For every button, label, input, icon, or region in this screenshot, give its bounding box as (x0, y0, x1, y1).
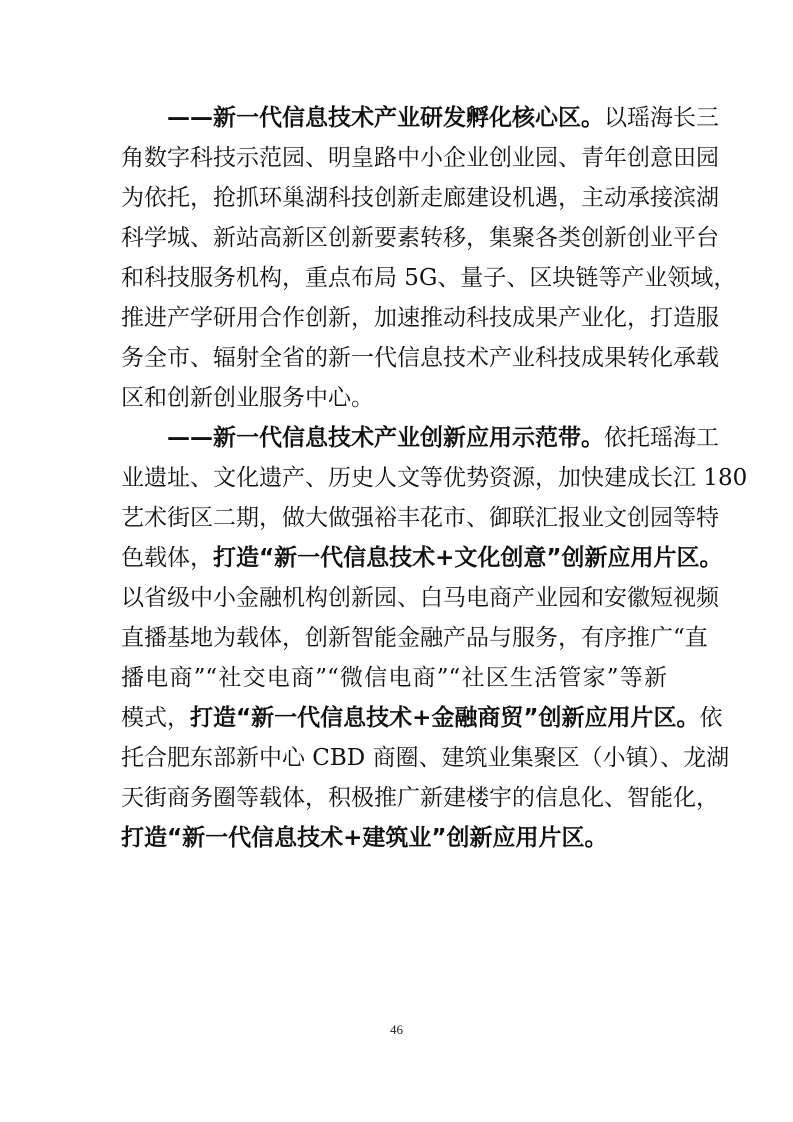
paragraph-1-line-7: 务全市、辐射全省的新一代信息技术产业科技成果转化承载 (121, 345, 719, 371)
paragraph-1-line-1 (167, 98, 719, 138)
paragraph-1-line-6: 推进产学研用合作创新，加速推动科技成果产业化，打造服 (121, 305, 719, 331)
paragraph-2-line-8 (121, 698, 723, 738)
page-number: 46 (390, 1022, 403, 1037)
paragraph-2-text: 依托瑶海工 (604, 425, 719, 451)
paragraph-1-line-4: 科学城、新站高新区创新要素转移，集聚各类创新创业平台 (121, 225, 719, 251)
paragraph-2-line-1 (167, 418, 719, 458)
paragraph-2-line-6: 直播基地为载体，创新智能金融产品与服务，有序推广“直 (121, 625, 708, 651)
paragraph-1-line-8: 区和创新创业服务中心。 (121, 385, 374, 411)
paragraph-2-text: 模式， (121, 705, 190, 731)
paragraph-1-text: 以瑶海长三 (604, 105, 719, 131)
paragraph-1-heading: ——新一代信息技术产业研发孵化核心区。 (167, 105, 604, 131)
paragraph-2-heading: ——新一代信息技术产业创新应用示范带。 (167, 425, 604, 451)
paragraph-2-text: 色载体， (121, 545, 213, 571)
paragraph-2-line-11 (121, 818, 667, 858)
paragraph-2-line-2: 业遗址、文化遗产、历史人文等优势资源，加快建成长江 180 (121, 465, 748, 491)
paragraph-2-line-7: 播电商”“社交电商”“微信电商”“社区生活管家”等新 (121, 665, 667, 691)
paragraph-1-line-5: 和科技服务机构，重点布局 5G、量子、区块链等产业领域， (121, 265, 737, 291)
highlight-construction-zone: 打造“新一代信息技术+建筑业”创新应用片区。 (121, 825, 608, 851)
highlight-finance-zone: 打造“新一代信息技术+金融商贸”创新应用片区。 (190, 705, 700, 731)
paragraph-2-line-10: 天街商务圈等载体，积极推广新建楼宇的信息化、智能化， (121, 785, 719, 811)
paragraph-2-text: 依 (699, 705, 723, 731)
paragraph-2-line-3: 艺术街区二期，做大做强裕丰花市、御联汇报业文创园等特 (121, 505, 719, 531)
paragraph-2-line-5: 以省级中小金融机构创新园、白马电商产业园和安徽短视频 (121, 585, 719, 611)
paragraph-1-line-3: 为依托，抢抓环巢湖科技创新走廊建设机遇，主动承接滨湖 (121, 185, 719, 211)
paragraph-2-line-9: 托合肥东部新中心 CBD 商圈、建筑业集聚区（小镇）、龙湖 (121, 745, 730, 771)
highlight-culture-zone: 打造“新一代信息技术+文化创意”创新应用片区。 (213, 545, 723, 571)
paragraph-1-line-2: 角数字科技示范园、明皇路中小企业创业园、青年创意田园 (121, 145, 719, 171)
paragraph-2-line-4 (121, 538, 723, 578)
